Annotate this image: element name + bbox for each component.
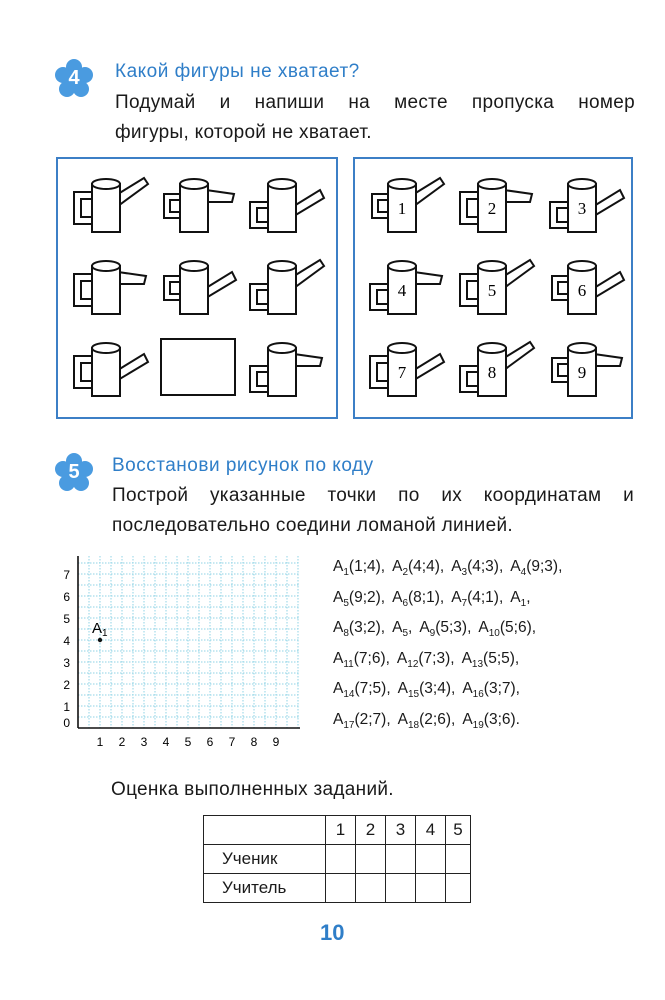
- point-entry: $A_6(8;1)$: [392, 588, 440, 609]
- watering-can-figure: [238, 336, 328, 400]
- point-entry: $A_{13}(5;5)$: [461, 649, 515, 670]
- coordinate-line: $A_{14}(7;5)$, $A_{15}(3;4)$, $A_{16}(3;7)$,: [333, 680, 520, 701]
- score-cell[interactable]: [416, 874, 446, 903]
- watering-can-figure: [62, 336, 152, 400]
- y-tick-label: 6: [63, 590, 70, 604]
- row-label-teacher: Учитель: [204, 874, 326, 903]
- point-entry: $A_1(1;4)$: [333, 558, 381, 579]
- column-header: 3: [386, 816, 416, 845]
- watering-can-option: [448, 254, 538, 318]
- task-5-badge: [53, 452, 95, 494]
- coordinate-line: $A_1(1;4)$, $A_2(4;4)$, $A_3(4;3)$, $A_4(9;3)$,: [333, 558, 563, 579]
- point-entry: $A_{16}(3;7)$: [462, 680, 516, 701]
- score-cell[interactable]: [446, 845, 471, 874]
- y-tick-label: 3: [63, 656, 70, 670]
- task-4-text-line-2: фигуры, которой не хватает.: [115, 122, 372, 143]
- evaluation-table: [203, 815, 471, 903]
- coordinate-line: $A_5(9;2)$, $A_6(8;1)$, $A_7(4;1)$, $A_1$,: [333, 588, 531, 609]
- point-entry: $A_2(4;4)$: [392, 558, 440, 579]
- coordinate-line: $A_{11}(7;6)$, $A_{12}(7;3)$, $A_{13}(5;5)$,: [333, 649, 520, 670]
- point-entry: $A_8(3;2)$: [333, 619, 381, 640]
- point-entry: $A_1$: [510, 588, 527, 609]
- watering-can-option: [448, 172, 538, 236]
- x-tick-label: 6: [206, 735, 214, 749]
- x-tick-label: 9: [272, 735, 280, 749]
- x-tick-label: 2: [118, 735, 126, 749]
- watering-can-option: [358, 172, 448, 236]
- option-number: 8: [487, 363, 497, 382]
- missing-figure-slot[interactable]: [160, 338, 236, 396]
- point-entry: $A_3(4;3)$: [451, 558, 499, 579]
- point-coordinates-list: [333, 555, 562, 739]
- watering-can-option: [538, 254, 628, 318]
- y-tick-label: 2: [63, 678, 70, 692]
- score-cell[interactable]: [446, 874, 471, 903]
- option-number: 9: [577, 363, 587, 382]
- option-number: 5: [487, 281, 497, 300]
- page-number: 10: [320, 920, 345, 945]
- point-entry: $A_{10}(5;6)$: [478, 619, 532, 640]
- point-entry: $A_4(9;3)$: [510, 558, 559, 579]
- point-entry: $A_{17}(2;7)$: [333, 710, 387, 732]
- task-5-text-line-2: последовательно соедини ломаной линией.: [112, 515, 513, 536]
- point-entry: $A_7(4;1)$: [451, 588, 499, 609]
- task-4-title: Какой фигуры не хватает?: [115, 61, 360, 82]
- point-a1-label: $A_1$: [92, 620, 108, 639]
- column-header: 2: [356, 816, 386, 845]
- option-number: 7: [397, 363, 407, 382]
- watering-can-option: [448, 336, 538, 400]
- task-number: 4: [68, 67, 80, 89]
- score-cell[interactable]: [386, 845, 416, 874]
- option-number: 1: [397, 199, 407, 218]
- option-number: 2: [487, 199, 497, 218]
- x-tick-label: 1: [96, 735, 104, 749]
- task-5-text-line-1: Построй указанные точки по их координатам и: [112, 485, 634, 506]
- watering-can-figure: [238, 172, 328, 236]
- column-header: 1: [326, 816, 356, 845]
- column-header: 5: [446, 816, 471, 845]
- score-cell[interactable]: [386, 874, 416, 903]
- x-tick-label: 5: [184, 735, 192, 749]
- point-entry: $A_5(9;2)$: [333, 588, 381, 609]
- watering-can-option: [538, 172, 628, 236]
- column-header: 4: [416, 816, 446, 845]
- watering-can-option: [358, 336, 448, 400]
- point-entry: $A_{18}(2;6)$: [397, 710, 451, 732]
- watering-can-option: [358, 254, 448, 318]
- watering-can-figure: [238, 254, 328, 318]
- point-entry: $A_{14}(7;5)$: [333, 680, 387, 701]
- score-cell[interactable]: [326, 845, 356, 874]
- y-tick-label: 0: [63, 716, 70, 730]
- x-tick-label: 8: [250, 735, 258, 749]
- task-number: 5: [68, 461, 80, 483]
- watering-can-option: [538, 336, 628, 400]
- option-number: 6: [577, 281, 587, 300]
- coordinate-line: $A_{17}(2;7)$, $A_{18}(2;6)$, $A_{19}(3;6)$.: [333, 710, 520, 732]
- y-tick-label: 7: [63, 568, 70, 582]
- watering-can-figure: [150, 172, 240, 236]
- point-entry: $A_5$: [392, 619, 408, 640]
- task-4-text-line-1: Подумай и напиши на месте пропуска номер: [115, 92, 635, 113]
- watering-can-figure: [62, 254, 152, 318]
- score-cell[interactable]: [356, 845, 386, 874]
- point-entry: $A_{19}(3;6)$: [462, 710, 516, 732]
- table-corner-cell: [204, 816, 326, 845]
- coordinate-grid[interactable]: [50, 552, 300, 757]
- score-cell[interactable]: [326, 874, 356, 903]
- score-cell[interactable]: [416, 845, 446, 874]
- coordinate-line: $A_8(3;2)$, $A_5$, $A_9(5;3)$, $A_{10}(5;6)$,: [333, 619, 537, 640]
- point-entry: $A_9(5;3)$: [419, 619, 468, 640]
- x-tick-label: 4: [162, 735, 170, 749]
- watering-can-figure: [150, 254, 240, 318]
- point-entry: $A_{15}(3;4)$: [397, 680, 451, 701]
- point-entry: $A_{12}(7;3)$: [396, 649, 451, 670]
- y-tick-label: 5: [63, 612, 70, 626]
- score-cell[interactable]: [356, 874, 386, 903]
- y-tick-label: 1: [63, 700, 70, 714]
- x-tick-label: 3: [140, 735, 148, 749]
- option-number: 4: [397, 281, 407, 300]
- task-5-title: Восстанови рисунок по коду: [112, 455, 374, 476]
- option-number: 3: [577, 199, 587, 218]
- y-tick-label: 4: [63, 634, 70, 648]
- row-label-student: Ученик: [204, 845, 326, 874]
- watering-can-figure: [62, 172, 152, 236]
- point-entry: $A_{11}(7;6)$: [333, 649, 386, 670]
- evaluation-title: Оценка выполненных заданий.: [111, 779, 394, 800]
- task-4-badge: [53, 58, 95, 100]
- x-tick-label: 7: [228, 735, 236, 749]
